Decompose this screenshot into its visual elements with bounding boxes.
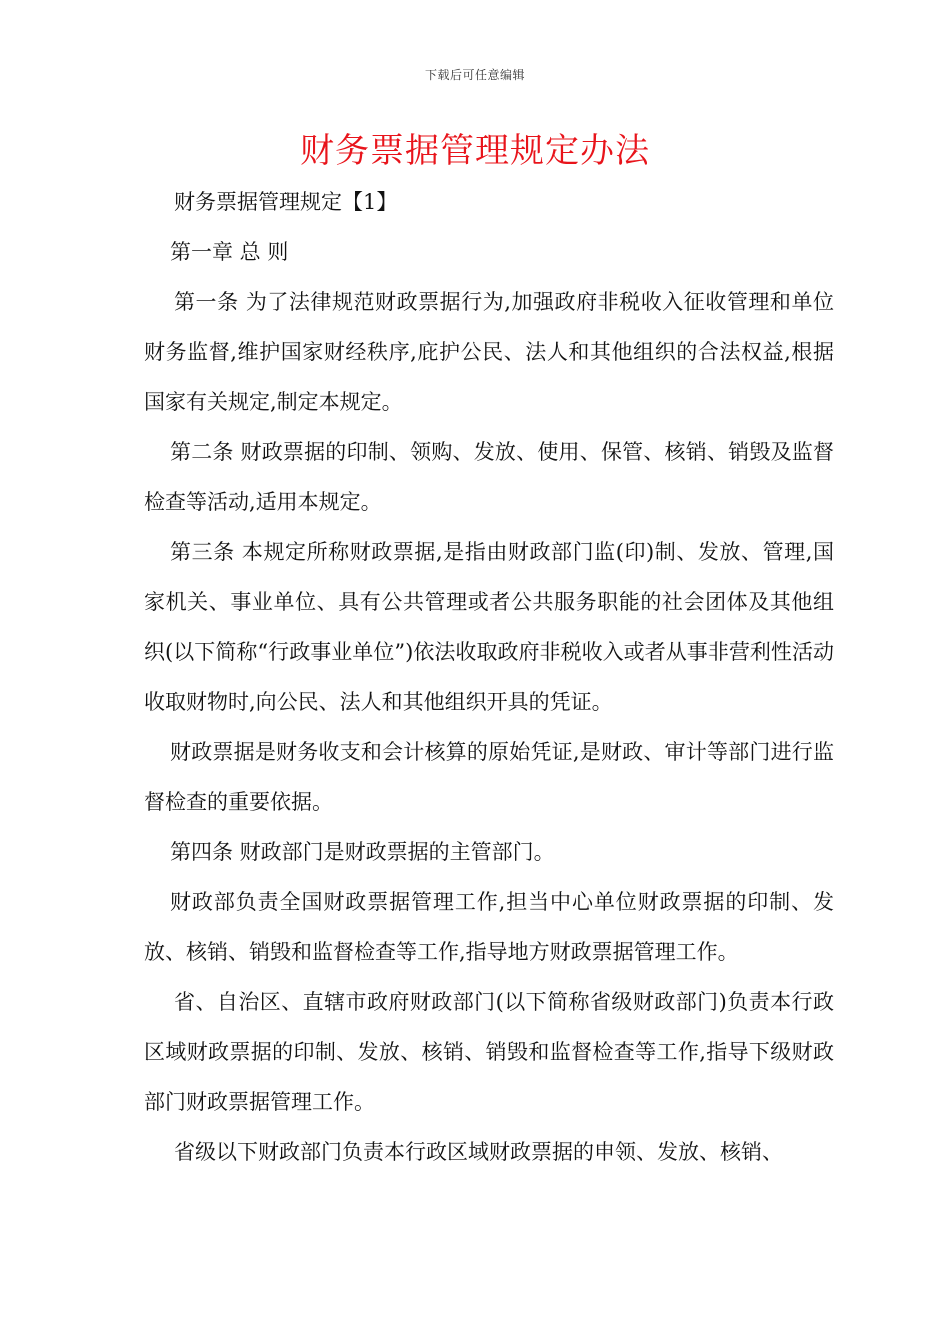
document-title: 财务票据管理规定办法 [300, 131, 650, 171]
article-4-provincial: 省、自治区、直辖市政府财政部门(以下简称省级财政部门)负责本行政区域财政票据的印制、发放、核销、销毁和监督检查等工作,指导下级财政部门财政票据管理工作。 [144, 990, 834, 1114]
article-4: 第四条 财政部门是财政票据的主管部门。 [170, 840, 555, 864]
article-1: 第一条 为了法律规范财政票据行为,加强政府非税收入征收管理和单位财务监督,维护国家财经秩序,庇护公民、法人和其他组织的合法权益,根据国家有关规定,制定本规定。 [144, 290, 834, 414]
document-body [144, 177, 834, 1177]
header-note: 下载后可任意编辑 [424, 68, 525, 82]
chapter-heading: 第一章 总 则 [170, 240, 289, 264]
article-4-ministry: 财政部负责全国财政票据管理工作,担当中心单位财政票据的印制、发放、核销、销毁和监督检查等工作,指导地方财政票据管理工作。 [144, 890, 834, 964]
article-3: 第三条 本规定所称财政票据,是指由财政部门监(印)制、发放、管理,国家机关、事业单位、具有公共管理或者公共服务职能的社会团体及其他组织(以下简称“行政事业单位”)依法收取政府非税收入或者从事非营利性活动收取财物时,向公民、法人和其他组织开具的凭证。 [144, 540, 834, 714]
article-4-local: 省级以下财政部门负责本行政区域财政票据的申领、发放、核销、 [174, 1140, 783, 1164]
section-heading: 财务票据管理规定【1】 [174, 190, 398, 214]
article-2: 第二条 财政票据的印制、领购、发放、使用、保管、核销、销毁及监督检查等活动,适用本规定。 [144, 440, 834, 514]
article-3-note: 财政票据是财务收支和会计核算的原始凭证,是财政、审计等部门进行监督检查的重要依据。 [144, 740, 834, 814]
